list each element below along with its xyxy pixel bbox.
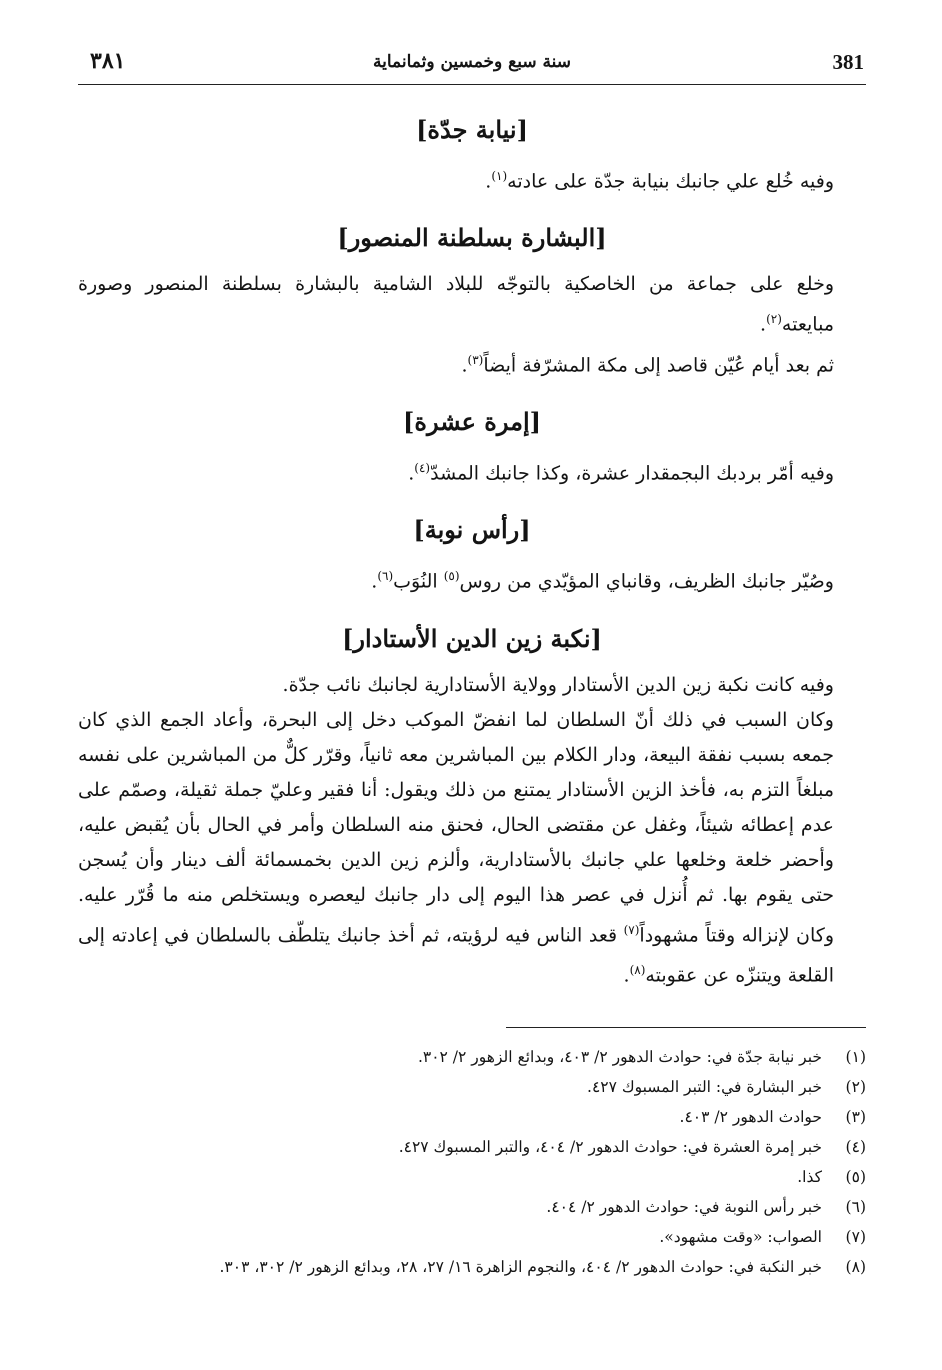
paragraph: وفيه كانت نكبة زين الدين الأستادار وولاية الأستادارية لجانبك نائب جدّة. bbox=[282, 673, 834, 696]
footnote-marker[interactable]: (٢) bbox=[766, 312, 782, 327]
footnote-marker[interactable]: (٨) bbox=[629, 962, 646, 977]
page-header bbox=[78, 40, 866, 85]
paragraph: ثم بعد أيام عُيّن قاصد إلى مكة المشرّفة أيضاً$^{(٣)}$. bbox=[461, 352, 834, 376]
footnote: (٢) خبر البشارة في: التبر المسبوك ٤٢٧. bbox=[587, 1078, 866, 1097]
page-number-arabic: ٣٨١ bbox=[90, 48, 126, 74]
footnote-marker[interactable]: (٦) bbox=[377, 569, 394, 584]
section-title-ras-nawba: [رأس نوبة] bbox=[413, 515, 531, 545]
footnote-marker[interactable]: (٣) bbox=[467, 352, 484, 367]
footnote: (١) خبر نيابة جدّة في: حوادث الدهور ٢/ ٤٠٣، وبدائع الزهور ٢/ ٣٠٢. bbox=[417, 1048, 866, 1067]
footnote: (٣) حوادث الدهور ٢/ ٤٠٣. bbox=[679, 1108, 866, 1127]
footnote: (٨) خبر النكبة في: حوادث الدهور ٢/ ٤٠٤، والنجوم الزاهرة ١٦/ ٢٧، ٢٨، وبدائع الزهور ٢/ ٣٠٢، ٣٠٣. bbox=[219, 1258, 866, 1277]
running-title: سنة سبع وخمسين وثمانماية bbox=[373, 52, 571, 72]
footnote: (٧) الصواب: «وقت مشهود». bbox=[659, 1228, 866, 1247]
footnote-marker[interactable]: (٤) bbox=[414, 460, 431, 475]
section-title-imra: [إمرة عشرة] bbox=[403, 406, 541, 436]
footnote-marker[interactable]: (٥) bbox=[443, 569, 460, 584]
paragraph: وخلع على جماعة من الخاصكية بالتوجّه للبلاد الشامية بالبشارة بسلطنة المنصور وصورة مبايعته$^{(٢)}$. bbox=[78, 273, 834, 336]
footnote: (٤) خبر إمرة العشرة في: حوادث الدهور ٢/ ٤٠٤، والتبر المسبوك ٤٢٧. bbox=[398, 1138, 866, 1157]
footnote-marker[interactable]: (٧) bbox=[623, 922, 640, 937]
footnote: (٦) خبر رأس النوبة في: حوادث الدهور ٢/ ٤٠٤. bbox=[546, 1198, 866, 1217]
paragraph: وفيه خُلع علي جانبك بنيابة جدّة على عادته$^{(١)}$. bbox=[485, 169, 834, 193]
section-title-nakba: [نكبة زين الدين الأستادار] bbox=[342, 623, 602, 653]
page-number-latin: 381 bbox=[832, 50, 864, 74]
footnote-marker[interactable]: (١) bbox=[491, 169, 508, 183]
footnote-divider bbox=[506, 1027, 866, 1028]
section-title-bishara: [البشارة بسلطنة المنصور] bbox=[337, 223, 607, 253]
paragraph: وكان السبب في ذلك أنّ السلطان لما انفضّ الموكب دخل إلى البحرة، وأعاد الجمع الذي كان جمعه بسبب نفقة البيعة، ودار الكلام بين المباشرين معه ثانياً، وقرّر كلٌّ من المباشرين على نفسه مبلغاً التزم به، فأخذ الزين الأستادار يمتنع من ذلك ويقول: أنا فقير وعليّ جملة ثقيلة، وصمّم على عدم إعطائه شيئاً، وغفل عن مقتضى الحال، فحنق منه السلطان وأمر في الحال بأن يُقبض عليه، وأحضر خلعة وخلعها علي جانبك بالأستادارية، وألزم زين الدين بخمسمائة ألف دينار وأن يُسجن حتى يقوم بها. ثم أُنزل في عصر هذا اليوم إلى دار جانبك ليعصره ويستخلص منه ما قُرّر عليه. وكان لإنزاله وقتاً مشهوداً$^{(٧)}$ قعد الناس فيه لرؤيته، ثم أخذ جانبك يتلطّف بالسلطان في إعادته إلى القلعة ويتنزّه عن عقوبته$^{(٨)}$. bbox=[78, 708, 834, 987]
footnote: (٥) كذا. bbox=[797, 1168, 866, 1187]
book-page bbox=[78, 40, 866, 1350]
section-title-jeddah: [نيابة جدّة] bbox=[416, 115, 528, 144]
paragraph: وصُيّر جانبك الظريف، وقانباي المؤيّدي من روس$^{(٥)}$ النُوَب$^{(٦)}$. bbox=[371, 569, 834, 593]
footnotes bbox=[78, 1042, 866, 1282]
paragraph: وفيه أمّر بردبك البجمقدار عشرة، وكذا جانبك المشدّ$^{(٤)}$. bbox=[408, 460, 834, 485]
